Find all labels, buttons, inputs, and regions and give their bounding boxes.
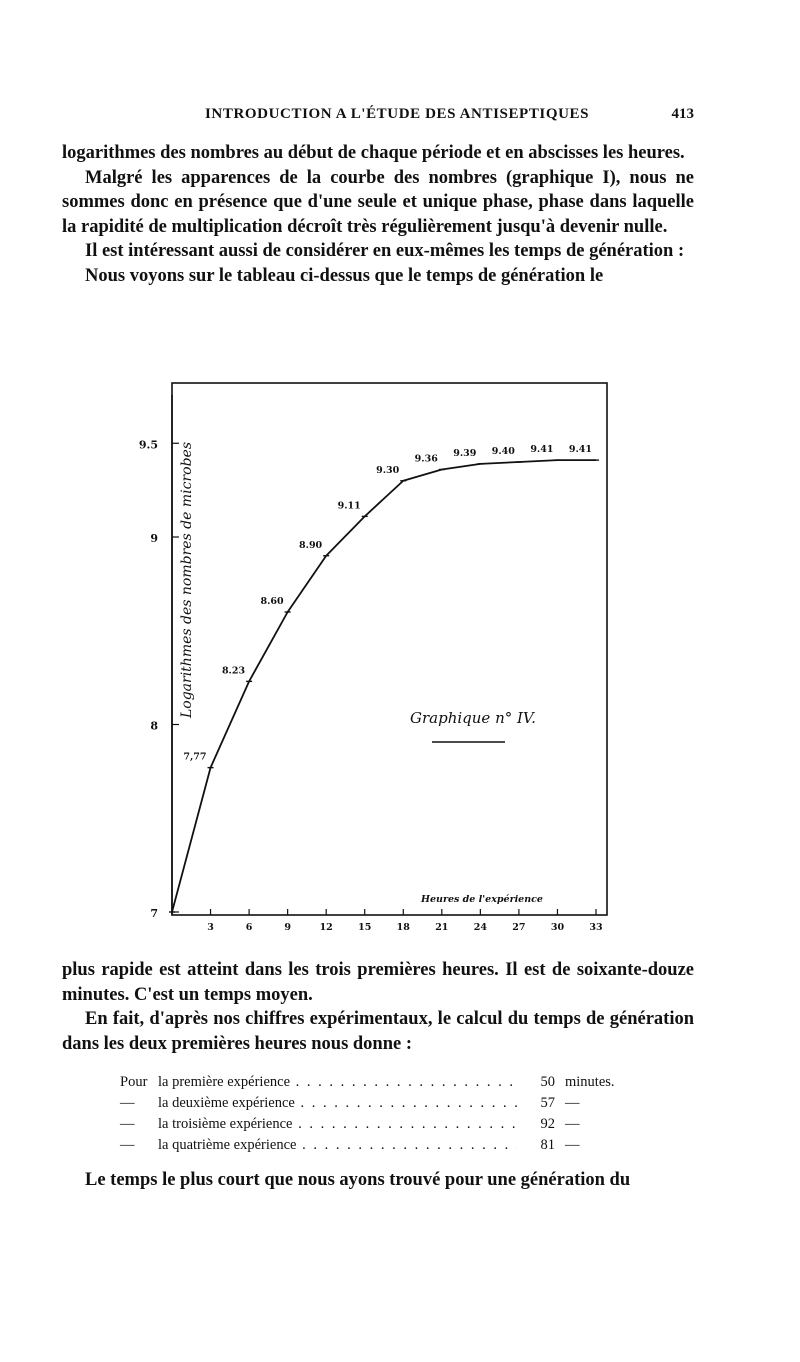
data-label: 9.36 [414, 453, 438, 465]
list-item-label: la deuxième expérience . . . [158, 1093, 517, 1114]
chart-title: Graphique n° IV. [410, 709, 536, 727]
list-item-label: la troisième expérience . . . [158, 1114, 517, 1135]
x-tick-label: 24 [473, 922, 487, 933]
body-text-bottom [62, 958, 694, 1056]
x-axis-label: Heures de l'expérience [421, 894, 543, 905]
x-tick-label: 6 [245, 922, 253, 933]
paragraph: En fait, d'après nos chiffres expérimentaux, le calcul du temps de génération dans les deux premières heures nous donne : [62, 1009, 694, 1054]
paragraph: Nous voyons sur le tableau ci-dessus que le temps de génération le [85, 265, 604, 286]
y-tick-label: 9.5 [138, 438, 158, 452]
body-text-closing [62, 1168, 694, 1193]
list-item [120, 1072, 660, 1093]
list-item-lead: — [120, 1095, 135, 1111]
list-item-label: la première expérience . . . [158, 1072, 517, 1093]
x-tick-label: 30 [550, 922, 565, 933]
data-label: 9.11 [337, 500, 361, 512]
data-label: 7,77 [183, 751, 207, 763]
data-label: 8.60 [260, 596, 284, 607]
x-tick-label: 33 [589, 922, 603, 933]
x-tick-label: 27 [512, 922, 526, 933]
generation-times-list [120, 1072, 660, 1156]
list-item-unit: minutes. [565, 1074, 615, 1090]
data-label: 8.90 [299, 539, 323, 551]
y-axis-label: Logarithmes des nombres de microbes [179, 441, 195, 719]
list-item-unit: — [565, 1137, 580, 1153]
y-tick-label: 8 [150, 719, 158, 733]
list-item [120, 1114, 660, 1135]
x-axis-ticks [207, 909, 602, 933]
list-item-value: 81 [540, 1137, 555, 1153]
list-item-label: la quatrième expérience . . . [158, 1135, 517, 1156]
data-label: 9.41 [530, 444, 554, 456]
list-item-lead: — [120, 1137, 135, 1153]
list-item [120, 1135, 660, 1156]
running-title: INTRODUCTION A L'ÉTUDE DES ANTISEPTIQUES [205, 106, 590, 122]
paragraph: logarithmes des nombres au début de chaque période et en abscisses les heures. [62, 143, 685, 163]
x-tick-label: 15 [358, 922, 372, 933]
list-item-lead: Pour [120, 1074, 148, 1090]
list-item-lead: — [120, 1116, 135, 1132]
list-item-value: 92 [540, 1116, 555, 1132]
list-item [120, 1093, 660, 1114]
series-line [172, 460, 596, 912]
y-tick-label: 7 [150, 907, 158, 920]
data-label: 8.23 [221, 665, 246, 677]
x-tick-label: 21 [435, 922, 449, 933]
y-tick-label: 9 [150, 532, 158, 545]
paragraph: plus rapide est atteint dans les trois premières heures. Il est de soixante-douze minutes. C'est un temps moyen. [62, 960, 694, 1005]
page-number: 413 [671, 106, 694, 122]
paragraph: Le temps le plus court que nous ayons trouvé pour une génération du [85, 1170, 631, 1190]
list-item-value: 50 [540, 1074, 555, 1090]
x-tick-label: 9 [284, 922, 291, 933]
list-item-unit: — [565, 1095, 580, 1111]
data-label: 9.30 [376, 464, 400, 476]
series-layer [169, 441, 599, 912]
x-tick-label: 12 [319, 922, 333, 933]
list-item-unit: — [565, 1116, 580, 1132]
paragraph: Il est intéressant aussi de considérer en eux-mêmes les temps de génération : [85, 241, 685, 262]
data-label: 9.39 [453, 447, 477, 459]
data-label: 9.41 [568, 444, 592, 456]
x-tick-label: 3 [207, 922, 214, 933]
x-tick-label: 18 [396, 922, 410, 933]
list-item-value: 57 [540, 1095, 555, 1111]
data-label: 9.40 [491, 446, 515, 457]
y-axis-ticks [139, 438, 179, 920]
chart-frame [172, 383, 607, 915]
paragraph: Malgré les apparences de la courbe des nombres (graphique I), nous ne sommes donc en présence que d'une seule et unique phase, phase dans laquelle la rapidité de multiplication décroît très régulièrement jusqu'à devenir nulle. [62, 167, 694, 237]
